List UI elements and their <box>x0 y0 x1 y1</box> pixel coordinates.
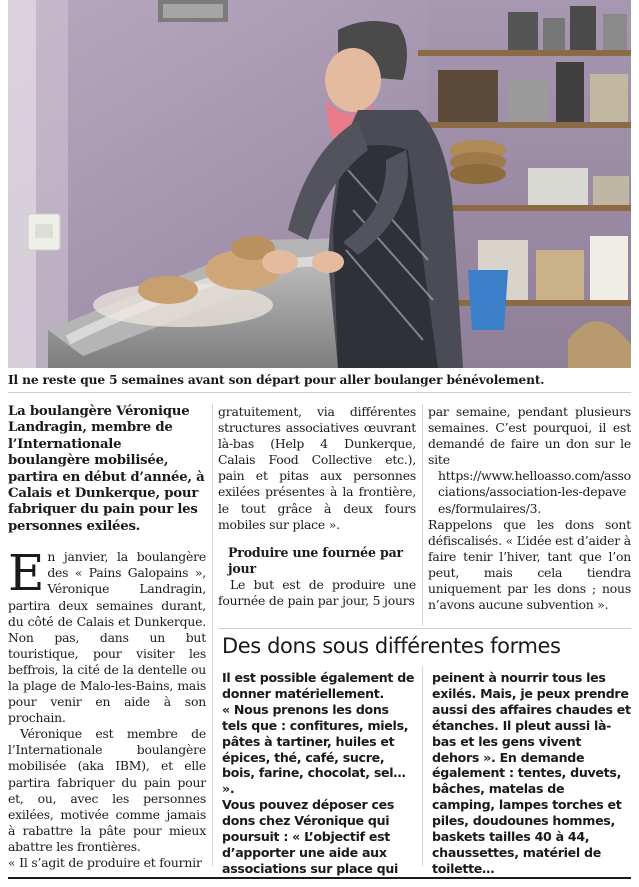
bottom-rule <box>8 877 631 879</box>
article-paragraph <box>8 544 206 726</box>
box-paragraph: Vous pouvez déposer ces dons chez Véronique qui poursuit : « L’objectif est d’apporter une aide aux associations sur place qui <box>222 797 399 876</box>
column-divider <box>212 404 213 866</box>
paragraph-text: n janvier, la boulangère des « Pains Galopains », Véronique Landragin, partira deux semaines durant, du côté de Calais et Dunkerque. Non pas, dans un but touristique, pour visiter les beffrois, la cité de la dentelle ou la plage de Malo-les-Bains, mais pour venir en aide à son prochain. <box>8 549 206 726</box>
article-paragraph: Rappelons que les dons sont défiscalisés. « L’idée est d’aider à faire tenir l’hiver, tant que l’on peut, mais cela tiendra uniquement par les dons ; nous n’avons aucune subvention ». <box>428 516 631 613</box>
article-subheading: Produire une fournée par jour <box>228 544 403 576</box>
article-paragraph: Véronique est membre de l’Internationale boulangère mobilisée (aka IBM), et elle partira fabriquer du pain pour et, ou, avec les personnes exilées, motivée comme jamais à rabattre la pâte pour mieux abattre les frontières. <box>8 726 206 854</box>
article-paragraph: par semaine, pendant plusieurs semaines. C’est pourquoi, il est demandé de faire un don sur le site <box>428 404 631 468</box>
drop-cap: E <box>8 544 45 603</box>
article-paragraph: Le but est de produire une fournée de pain par jour, 5 jours <box>218 576 416 608</box>
article-lead: La boulangère Véronique Landragin, membre de l’Internationale boulangère mobilisée, partira en début d’année, à Calais et Dunkerque, pour fabriquer du pain pour les personnes exilées. <box>8 404 205 534</box>
article-photo <box>8 0 631 368</box>
box-paragraph: « Nous prenons les dons tels que : confitures, miels, pâtes à tartiner, huiles et épices, thé, café, sucre, bois, farine, chocolat, sel… ». <box>222 701 409 797</box>
divider <box>8 392 631 393</box>
article-paragraph: « Il s’agit de produire et fournir <box>8 855 202 871</box>
donation-link[interactable]: https://www.helloasso.com/associations/association-les-depavees/formulaires/3. <box>438 468 631 516</box>
article-column-3 <box>428 404 631 613</box>
column-divider <box>422 404 423 626</box>
column-divider <box>422 666 423 866</box>
box-title: Des dons sous différentes formes <box>222 634 561 658</box>
photo-baker-kneading-dough <box>8 0 631 368</box>
article-column-2 <box>218 404 416 609</box>
photo-caption: Il ne reste que 5 semaines avant son départ pour aller boulanger bénévolement. <box>8 373 545 387</box>
article-column-1 <box>8 404 206 871</box>
box-column-2 <box>432 670 631 877</box>
box-column-1 <box>222 670 416 877</box>
box-paragraph: peinent à nourrir tous les exilés. Mais, je peux prendre aussi des affaires chaudes et étanches. Il pleut aussi là-bas et les gens vivent dehors ». En demande également : tentes, duvets, bâches, matelas de camping, lampes torches et piles, doudounes hommes, baskets tailles 40 à 44, chaussettes, matériel de toilette… <box>432 670 631 876</box>
article-paragraph: gratuitement, via différentes structures associatives œuvrant là-bas (Help 4 Dunkerque, Calais Food Collective etc.), pain et pitas aux personnes exilées présentes à la frontière, le tout grâce à deux fours mobiles sur place ». <box>218 404 416 532</box>
box-divider <box>218 628 631 629</box>
box-paragraph: Il est possible également de donner matériellement. <box>222 670 415 701</box>
